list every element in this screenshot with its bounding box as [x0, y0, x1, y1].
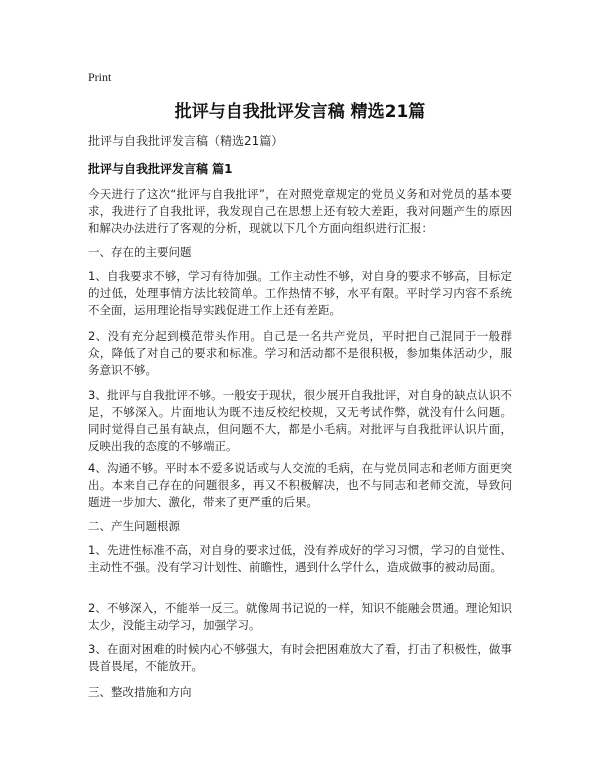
intro-paragraph: 今天进行了这次“批评与自我批评”，在对照党章规定的党员义务和对党员的基本要求，我进行了自我批评，我发现自己在思想上还有较大差距，我对问题产生的原因和解决办法进行了客观的分析，现就以下几个方面向组织进行汇报：: [88, 187, 512, 235]
heading-corrective-measures: 三、整改措施和方向: [88, 685, 192, 699]
paragraph-problem-4: 4、沟通不够。平时本不爱多说话或与人交流的毛病，在与党员同志和老师方面更突出。本来自己存在的问题很多，再又不积极解决，也不与同志和老师交流，导致问题进一步加大、激化，带来了更严重的后果。: [88, 461, 512, 509]
print-label[interactable]: Print: [88, 70, 112, 84]
paragraph-cause-2: 2、不够深入，不能举一反三。就像周书记说的一样，知识不能融会贯通。理论知识太少，没能主动学习，加强学习。: [88, 601, 512, 632]
heading-main-problems: 一、存在的主要问题: [88, 245, 192, 259]
paragraph-cause-3: 3、在面对困难的时候内心不够强大，有时会把困难放大了看，打击了积极性，做事畏首畏尾，不能放开。: [88, 642, 512, 673]
paragraph-problem-2: 2、没有充分起到模范带头作用。自己是一名共产党员，平时把自己混同于一般群众，降低了对自己的要求和标准。学习和活动都不是很积极，参加集体活动少，服务意识不够。: [88, 329, 512, 377]
paragraph-cause-1: 1、先进性标准不高，对自身的要求过低，没有养成好的学习习惯，学习的自觉性、主动性不强。没有学习计划性、前瞻性，遇到什么学什么，造成做事的被动局面。: [88, 543, 512, 574]
paragraph-problem-3: 3、批评与自我批评不够。一般安于现状，很少展开自我批评，对自身的缺点认识不足，不够深入。片面地认为既不违反校纪校规，又无考试作弊，就没有什么问题。同时觉得自己虽有缺点，但问题不大，都是小毛病。对批评与自我批评认识片面，反映出我的态度的不够端正。: [88, 388, 512, 453]
document-subtitle: 批评与自我批评发言稿（精选21篇）: [88, 134, 284, 148]
document-title: 批评与自我批评发言稿 精选21篇: [174, 102, 426, 122]
heading-root-causes: 二、产生问题根源: [88, 519, 180, 533]
paragraph-problem-1: 1、自我要求不够，学习有待加强。工作主动性不够，对自身的要求不够高，目标定的过低，处理事情方法比较简单。工作热情不够，水平有限。平时学习内容不系统不全面，运用理论指导实践促进工作上还有差距。: [88, 269, 512, 317]
section-title: 批评与自我批评发言稿 篇1: [88, 162, 233, 176]
